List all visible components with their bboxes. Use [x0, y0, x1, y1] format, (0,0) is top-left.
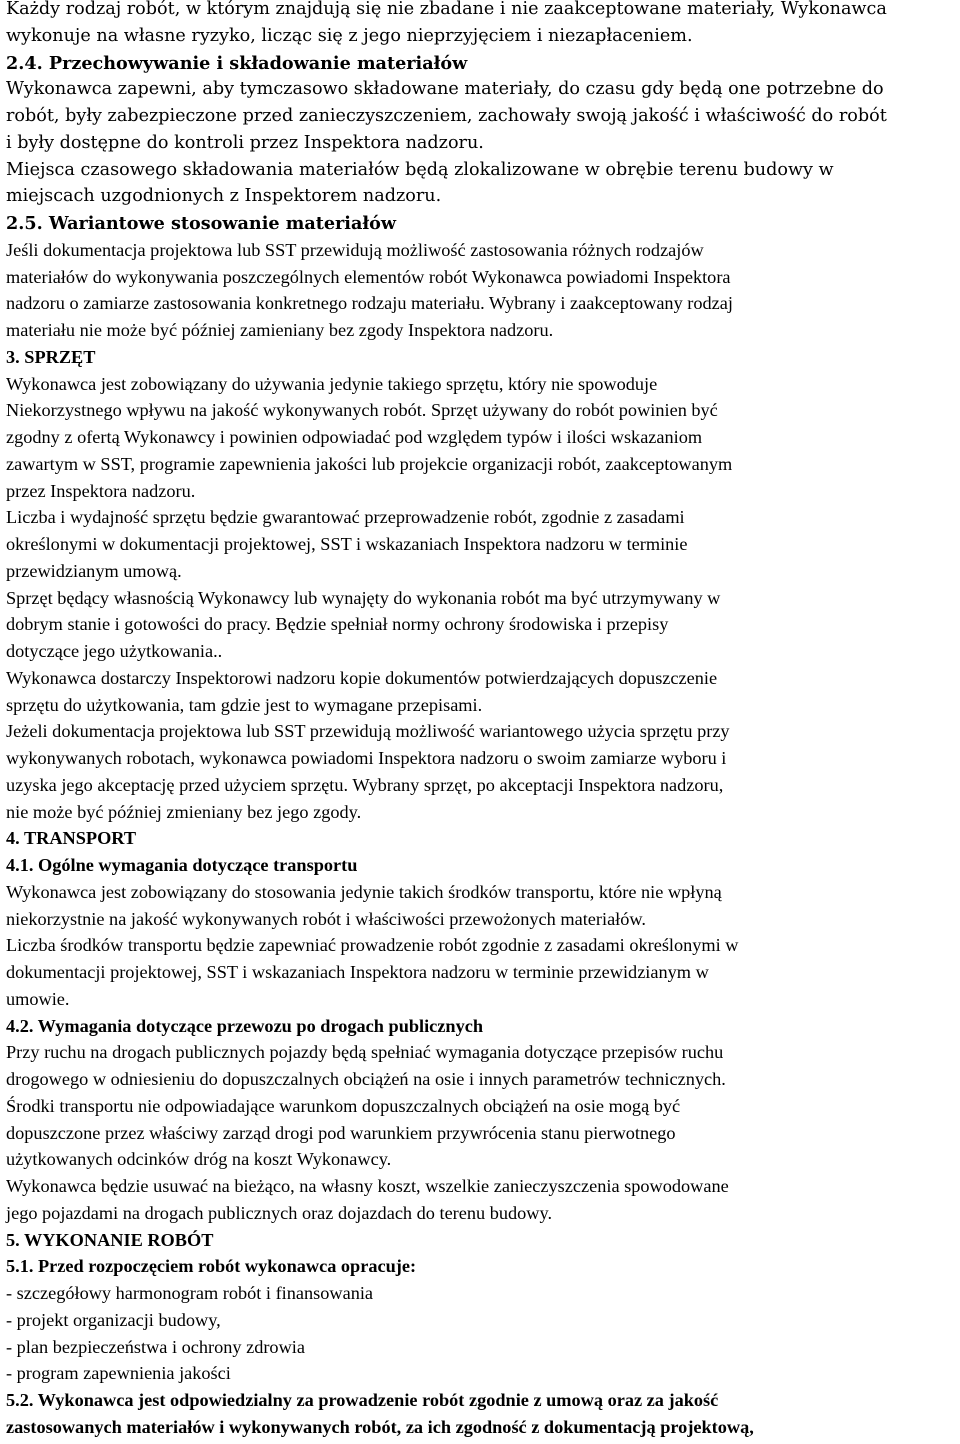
section-heading: 5. WYKONANIE ROBÓT	[6, 1229, 214, 1250]
paragraph-line: Liczba i wydajność sprzętu będzie gwarantować przeprowadzenie robót, zgodnie z zasadami	[6, 507, 685, 528]
paragraph-line: Wykonawca zapewni, aby tymczasowo składowane materiały, do czasu gdy będą one potrzebne do	[6, 79, 884, 100]
paragraph-line: nie może być później zmieniany bez jego zgody.	[6, 801, 362, 822]
paragraph-line: Sprzęt będący własnością Wykonawcy lub wynajęty do wykonania robót ma być utrzymywany w	[6, 587, 721, 608]
paragraph-line: Przy ruchu na drogach publicznych pojazdy będą spełniać wymagania dotyczące przepisów ruchu	[6, 1042, 724, 1063]
section-heading: zastosowanych materiałów i wykonywanych robót, za ich zgodność z dokumentacją projektową,	[6, 1416, 754, 1437]
section-heading: 5.2. Wykonawca jest odpowiedzialny za prowadzenie robót zgodnie z umową oraz za jakość	[6, 1390, 719, 1410]
paragraph-line: Niekorzystnego wpływu na jakość wykonywanych robót. Sprzęt używany do robót powinien być	[6, 400, 718, 421]
paragraph-line: dotyczące jego użytkowania..	[6, 641, 223, 661]
paragraph-line: dokumentacji projektowej, SST i wskazaniach Inspektora nadzoru w terminie przewidzianym w	[6, 962, 709, 982]
paragraph-line: materiałów do wykonywania poszczególnych elementów robót Wykonawca powiadomi Inspektora	[6, 266, 731, 287]
paragraph-line: materiału nie może być później zamieniany bez zgody Inspektora nadzoru.	[6, 320, 554, 340]
paragraph-line: - program zapewnienia jakości	[6, 1363, 231, 1384]
paragraph-line: i były dostępne do kontroli przez Inspektora nadzoru.	[6, 132, 484, 153]
paragraph-line: Wykonawca jest zobowiązany do stosowania jedynie takich środków transportu, które nie wpłyną	[6, 881, 722, 902]
paragraph-line: - plan bezpieczeństwa i ochrony zdrowia	[6, 1336, 305, 1357]
section-heading: 3. SPRZĘT	[6, 346, 96, 367]
paragraph-line: określonymi w dokumentacji projektowej, SST i wskazaniach Inspektora nadzoru w terminie	[6, 534, 688, 554]
paragraph-line: - projekt organizacji budowy,	[6, 1309, 221, 1330]
paragraph-line: nadzoru o zamiarze zastosowania konkretnego rodzaju materiału. Wybrany i zaakceptowany rodzaj	[6, 293, 733, 314]
section-heading: 2.4. Przechowywanie i składowanie materiałów	[6, 52, 468, 74]
paragraph-line: wykonywanych robotach, wykonawca powiadomi Inspektora nadzoru o swoim zamiarze wyboru i	[6, 748, 727, 768]
paragraph-line: Miejsca czasowego składowania materiałów będą zlokalizowane w obrębie terenu budowy w	[6, 159, 834, 180]
paragraph-line: uzyska jego akceptację przed użyciem sprzętu. Wybrany sprzęt, po akceptacji Inspektora nadzoru,	[6, 774, 724, 795]
paragraph-line: Liczba środków transportu będzie zapewniać prowadzenie robót zgodnie z zasadami określonymi w	[6, 935, 739, 956]
paragraph-line: - szczegółowy harmonogram robót i finansowania	[6, 1283, 374, 1303]
paragraph-line: dobrym stanie i gotowości do pracy. Będzie spełniał normy ochrony środowiska i przepisy	[6, 614, 669, 635]
section-heading: 5.1. Przed rozpoczęciem robót wykonawca opracuje:	[6, 1256, 417, 1277]
paragraph-line: umowie.	[6, 988, 70, 1009]
paragraph-line: jego pojazdami na drogach publicznych oraz dojazdach do terenu budowy.	[6, 1202, 553, 1223]
section-heading: 4.2. Wymagania dotyczące przewozu po drogach publicznych	[6, 1015, 483, 1036]
paragraph-line: Wykonawca dostarczy Inspektorowi nadzoru kopie dokumentów potwierdzających dopuszczenie	[6, 667, 718, 688]
paragraph-line: dopuszczone przez właściwy zarząd drogi pod warunkiem przywrócenia stanu pierwotnego	[6, 1122, 676, 1143]
section-heading: 2.5. Wariantowe stosowanie materiałów	[6, 213, 397, 234]
paragraph-line: drogowego w odniesieniu do dopuszczalnych obciążeń na osie i innych parametrów technicznych.	[6, 1069, 726, 1089]
paragraph-line: wykonuje na własne ryzyko, licząc się z jego nieprzyjęciem i niezapłaceniem.	[6, 25, 693, 46]
paragraph-line: przewidzianym umową.	[6, 560, 182, 581]
paragraph-line: użytkowanych odcinków dróg na koszt Wykonawcy.	[6, 1149, 392, 1170]
paragraph-line: zgodny z ofertą Wykonawcy i powinien odpowiadać pod względem typów i ilości wskazaniom	[6, 427, 703, 447]
paragraph-line: Środki transportu nie odpowiadające warunkom dopuszczalnych obciążeń na osie mogą być	[6, 1095, 681, 1116]
paragraph-line: Wykonawca jest zobowiązany do używania jedynie takiego sprzętu, który nie spowoduje	[6, 373, 658, 394]
paragraph-line: Jeżeli dokumentacja projektowa lub SST przewidują możliwość wariantowego użycia sprzętu przy	[6, 721, 730, 742]
section-heading: 4.1. Ogólne wymagania dotyczące transportu	[6, 855, 358, 875]
paragraph-line: Jeśli dokumentacja projektowa lub SST przewidują możliwość zastosowania różnych rodzajów	[6, 239, 704, 260]
section-heading: 4. TRANSPORT	[6, 828, 137, 849]
paragraph-line: niekorzystnie na jakość wykonywanych robót i właściwości przewożonych materiałów.	[6, 908, 646, 929]
paragraph-line: Wykonawca będzie usuwać na bieżąco, na własny koszt, wszelkie zanieczyszczenia spowodowane	[6, 1176, 729, 1196]
paragraph-line: robót, były zabezpieczone przed zanieczyszczeniem, zachowały swoją jakość i właściwość do robót	[6, 106, 887, 126]
paragraph-line: przez Inspektora nadzoru.	[6, 480, 196, 501]
paragraph-line: Każdy rodzaj robót, w którym znajdują się nie zbadane i nie zaakceptowane materiały, Wykonawca	[6, 0, 887, 19]
paragraph-line: sprzętu do użytkowania, tam gdzie jest to wymagane przepisami.	[6, 694, 483, 715]
paragraph-line: miejscach uzgodnionych z Inspektorem nadzoru.	[6, 186, 442, 207]
paragraph-line: zawartym w SST, programie zapewnienia jakości lub projekcie organizacji robót, zaakceptowanym	[6, 453, 733, 474]
